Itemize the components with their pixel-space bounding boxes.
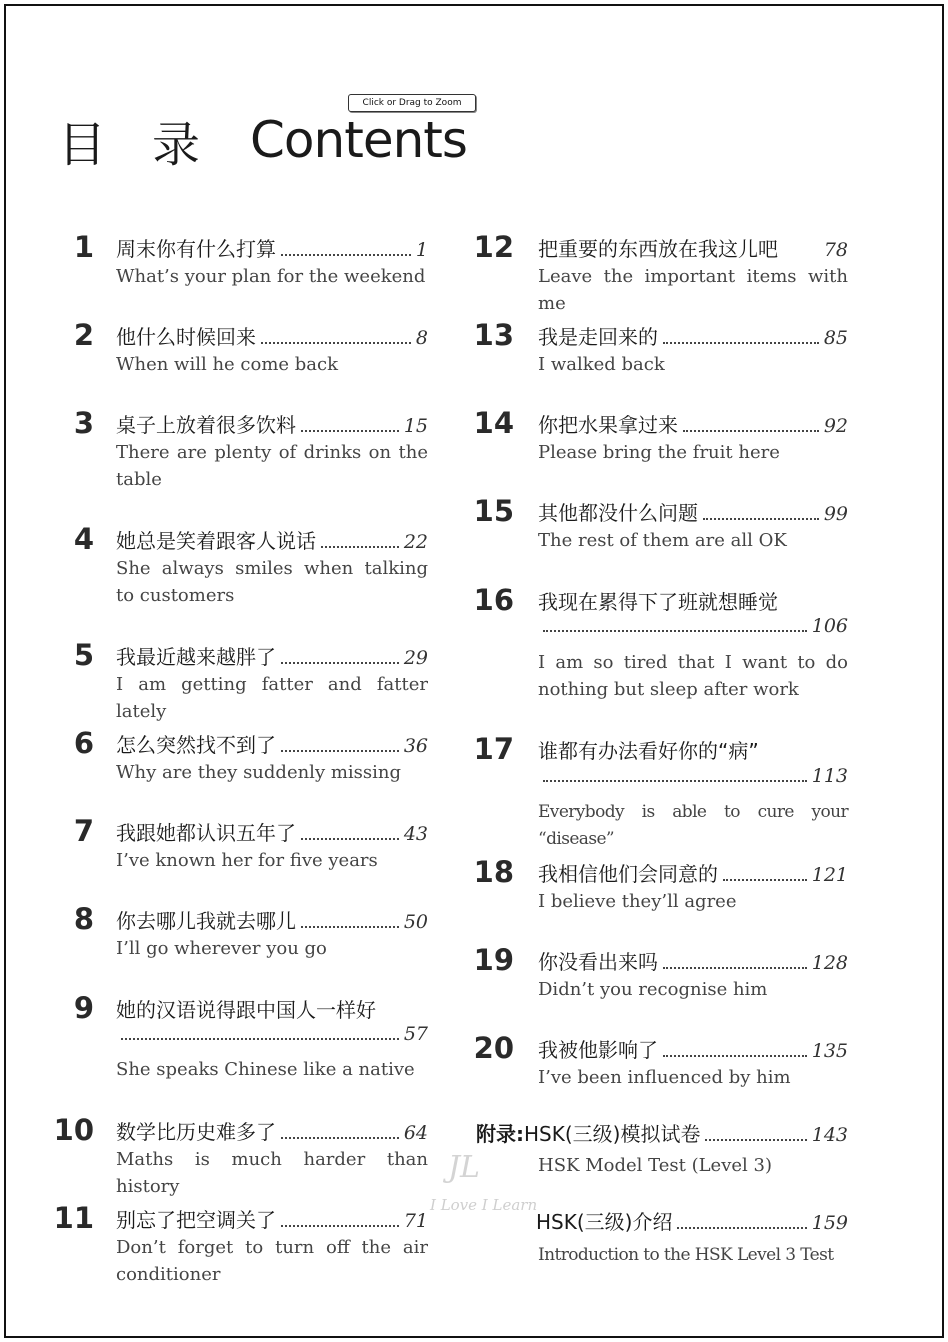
lesson-title-en: I’ve been influenced by him bbox=[538, 1067, 791, 1088]
lesson-number: 5 bbox=[73, 638, 94, 672]
leader-dots bbox=[663, 967, 807, 969]
lesson-title-en: I believe they’ll agree bbox=[538, 891, 737, 912]
appendix-title-en: Introduction to the HSK Level 3 Test bbox=[538, 1245, 834, 1265]
page-number: 159 bbox=[811, 1212, 848, 1234]
leader-dots bbox=[723, 879, 807, 881]
leader-dots bbox=[543, 780, 807, 782]
lesson-number: 19 bbox=[473, 943, 514, 977]
lesson-title-en: I am getting fatter and fatter lately bbox=[116, 674, 428, 722]
page-title bbox=[58, 110, 467, 173]
leader-dots bbox=[703, 518, 819, 520]
lesson-number: 7 bbox=[73, 814, 94, 848]
lesson-number: 16 bbox=[473, 583, 514, 617]
lesson-number: 2 bbox=[73, 318, 94, 352]
lesson-title-zh: 把重要的东西放在我这儿吧 bbox=[538, 237, 778, 261]
page-number: 92 bbox=[823, 415, 848, 437]
page-number: 113 bbox=[811, 765, 848, 787]
leader-dots bbox=[705, 1139, 806, 1141]
lesson-number: 12 bbox=[473, 230, 514, 264]
lesson-title-zh: 谁都有办法看好你的“病” bbox=[538, 739, 759, 763]
page-number: 22 bbox=[403, 531, 428, 553]
lesson-title-en: Leave the important items with me bbox=[538, 266, 848, 314]
lesson-title-en: I’ve known her for five years bbox=[116, 850, 378, 871]
page-number: 71 bbox=[403, 1210, 428, 1232]
page-number: 1 bbox=[415, 239, 428, 261]
leader-dots bbox=[683, 430, 819, 432]
lesson-title-zh: 我最近越来越胖了 bbox=[116, 645, 276, 669]
page-number: 128 bbox=[811, 952, 848, 974]
leader-dots bbox=[121, 1038, 399, 1040]
watermark-logo: JL bbox=[448, 1150, 480, 1185]
lesson-title-zh: 别忘了把空调关了 bbox=[116, 1208, 276, 1232]
leader-dots bbox=[301, 926, 399, 928]
page-number: 143 bbox=[811, 1124, 848, 1146]
page-number: 85 bbox=[823, 327, 848, 349]
lesson-title-zh: 你没看出来吗 bbox=[538, 950, 658, 974]
lesson-number: 15 bbox=[473, 494, 514, 528]
lesson-title-en: She speaks Chinese like a native bbox=[116, 1059, 415, 1080]
lesson-title-en: Why are they suddenly missing bbox=[116, 762, 402, 783]
lesson-title-zh: 怎么突然找不到了 bbox=[116, 733, 276, 757]
lesson-title-en: What’s your plan for the weekend bbox=[116, 266, 426, 287]
leader-dots bbox=[301, 430, 399, 432]
page-number: 43 bbox=[403, 823, 428, 845]
lesson-title-en: I’ll go wherever you go bbox=[116, 938, 327, 959]
lesson-title-en: Maths is much harder than history bbox=[116, 1149, 428, 1197]
leader-dots bbox=[281, 254, 411, 256]
lesson-number: 14 bbox=[473, 406, 514, 440]
lesson-title-en: The rest of them are all OK bbox=[538, 530, 787, 551]
page-number: 106 bbox=[811, 615, 848, 637]
lesson-title-zh: 你把水果拿过来 bbox=[538, 413, 678, 437]
watermark-text: I Love I Learn bbox=[430, 1196, 538, 1214]
appendix-title-zh: HSK(三级)模拟试卷 bbox=[524, 1122, 701, 1146]
lesson-title-zh: 我是走回来的 bbox=[538, 325, 658, 349]
page-number: 135 bbox=[811, 1040, 848, 1062]
lesson-title-zh: 她的汉语说得跟中国人一样好 bbox=[116, 998, 376, 1022]
lesson-number: 10 bbox=[53, 1113, 94, 1147]
title-english: Contents bbox=[250, 111, 467, 169]
lesson-title-zh: 我被他影响了 bbox=[538, 1038, 658, 1062]
page-number: 99 bbox=[823, 503, 848, 525]
page-number: 121 bbox=[811, 864, 848, 886]
leader-dots bbox=[663, 342, 819, 344]
appendix-title-en: HSK Model Test (Level 3) bbox=[538, 1155, 772, 1176]
lesson-title-en: I walked back bbox=[538, 354, 665, 375]
lesson-title-en: Please bring the fruit here bbox=[538, 442, 780, 463]
lesson-title-zh: 他什么时候回来 bbox=[116, 325, 256, 349]
lesson-title-zh: 我跟她都认识五年了 bbox=[116, 821, 296, 845]
lesson-title-zh: 我相信他们会同意的 bbox=[538, 862, 718, 886]
leader-dots bbox=[281, 750, 399, 752]
page-number: 50 bbox=[403, 911, 428, 933]
lesson-number: 3 bbox=[73, 406, 94, 440]
lesson-title-zh: 其他都没什么问题 bbox=[538, 501, 698, 525]
leader-dots bbox=[261, 342, 411, 344]
lesson-number: 17 bbox=[473, 732, 514, 766]
leader-dots bbox=[301, 838, 399, 840]
page-number: 15 bbox=[403, 415, 428, 437]
lesson-title-zh: 数学比历史难多了 bbox=[116, 1120, 276, 1144]
lesson-title-zh: 周末你有什么打算 bbox=[116, 237, 276, 261]
page-number: 78 bbox=[823, 239, 848, 261]
lesson-title-en: I am so tired that I want to do nothing but sleep after work bbox=[538, 652, 848, 700]
lesson-number: 4 bbox=[73, 522, 94, 556]
lesson-title-zh: 桌子上放着很多饮料 bbox=[116, 413, 296, 437]
lesson-title-zh: 我现在累得下了班就想睡觉 bbox=[538, 590, 778, 614]
lesson-title-en: She always smiles when talking to customers bbox=[116, 558, 428, 606]
page-number: 29 bbox=[403, 647, 428, 669]
page-number: 36 bbox=[403, 735, 428, 757]
leader-dots bbox=[543, 630, 807, 632]
lesson-title-zh: 你去哪儿我就去哪儿 bbox=[116, 909, 296, 933]
appendix-label: 附录: bbox=[476, 1122, 524, 1146]
lesson-title-en: There are plenty of drinks on the table bbox=[116, 442, 428, 490]
leader-dots bbox=[281, 662, 399, 664]
lesson-title-en: Everybody is able to cure your “disease” bbox=[538, 802, 848, 849]
page-number: 57 bbox=[403, 1023, 428, 1045]
lesson-title-zh: 她总是笑着跟客人说话 bbox=[116, 529, 316, 553]
leader-dots bbox=[321, 546, 399, 548]
lesson-title-en: When will he come back bbox=[116, 354, 339, 375]
lesson-number: 1 bbox=[73, 230, 94, 264]
lesson-title-en: Didn’t you recognise him bbox=[538, 979, 768, 1000]
leader-dots bbox=[281, 1225, 399, 1227]
lesson-title-en: Don’t forget to turn off the air conditioner bbox=[116, 1237, 428, 1285]
leader-dots bbox=[663, 1055, 807, 1057]
lesson-number: 9 bbox=[73, 991, 94, 1025]
title-chinese: 目录 bbox=[58, 116, 247, 173]
page-number: 64 bbox=[403, 1122, 428, 1144]
lesson-number: 13 bbox=[473, 318, 514, 352]
leader-dots bbox=[677, 1227, 806, 1229]
appendix-title-zh: HSK(三级)介绍 bbox=[536, 1210, 673, 1234]
lesson-number: 18 bbox=[473, 855, 514, 889]
lesson-number: 8 bbox=[73, 902, 94, 936]
zoom-button[interactable]: Click or Drag to Zoom bbox=[348, 94, 476, 112]
leader-dots bbox=[281, 1137, 399, 1139]
page-number: 8 bbox=[415, 327, 428, 349]
lesson-number: 6 bbox=[73, 726, 94, 760]
lesson-number: 11 bbox=[53, 1201, 94, 1235]
lesson-number: 20 bbox=[473, 1031, 514, 1065]
